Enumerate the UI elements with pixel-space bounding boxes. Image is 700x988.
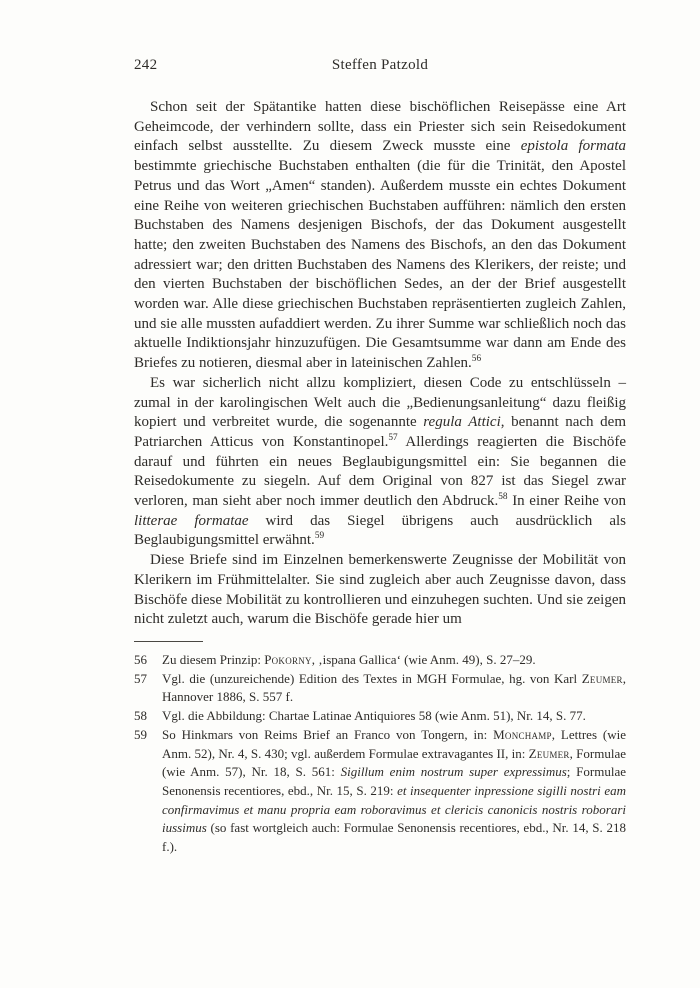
footnote-text xyxy=(162,652,536,667)
text-segment: Diese Briefe sind im Einzelnen bemerkenswerte Zeugnisse der Mobilität von Klerikern im Frühmittelalter. Sie sind zugleich aber auch Zeugnisse davon, dass Bischöfe diese Mobilität zu kontrollieren und einzuhegen suchten. Und sie zeigen nicht zuletzt auch, warum die Bischöfe gerade hier um xyxy=(134,552,626,628)
footnote-number: 56 xyxy=(134,651,147,667)
text-segment: litterae formatae xyxy=(134,512,249,529)
footnote xyxy=(134,670,626,707)
text-segment: ; Formulae Senonensis recentiores, ebd., Nr. 15, S. 219: xyxy=(162,764,626,798)
footnote-text xyxy=(162,708,586,723)
text-segment: , benannt nach dem Patriarchen Atticus von Konstantinopel. xyxy=(134,414,627,450)
text-segment: Zeumer xyxy=(581,670,623,686)
footnote xyxy=(134,726,626,857)
text-segment: , ‚ispana Gallica‘ (wie Anm. 49), S. 27–29. xyxy=(311,651,536,667)
footnote-number: 58 xyxy=(134,708,147,724)
footnote-ref: 58 xyxy=(498,492,508,503)
running-head xyxy=(134,57,626,77)
text-segment: Es war sicherlich nicht allzu kompliziert, diesen Code zu entschlüsseln – zumal in der karolingischen Welt auch die „Bedienungsanleitung“ dazu fleißig kopiert und verbreitet wurde, die sogenannte xyxy=(134,374,626,431)
footnote-ref: 57 xyxy=(388,432,398,443)
text-segment: , Lettres (wie Anm. 52), Nr. 4, S. 430; vgl. außerdem Formulae extravagantes II, in: xyxy=(162,726,626,761)
footnotes-section xyxy=(134,641,626,857)
footnote-ref: 59 xyxy=(314,531,325,542)
text-column xyxy=(134,57,626,857)
text-segment: Sigillum enim nostrum super expressimus xyxy=(340,764,567,780)
footnote-number: 57 xyxy=(134,670,147,686)
body-text xyxy=(134,98,626,630)
text-segment: Monchamp xyxy=(493,726,552,742)
footnote-separator xyxy=(134,641,203,642)
text-segment: Vgl. die (unzureichende) Edition des Textes in MGH Formulae, hg. von Karl xyxy=(162,670,582,686)
page-number: 242 xyxy=(134,57,158,73)
text-segment: et insequenter inpressione sigilli nostri eam confirmavimus et manu propria eam roboravimus et clericis canonicis nostris roborari iussimus xyxy=(162,782,626,836)
footnote xyxy=(134,651,626,670)
footnote-ref: 56 xyxy=(471,354,482,365)
running-header: Steffen Patzold xyxy=(331,57,429,73)
text-segment: (so fast wortgleich auch: Formulae Senonensis recentiores, ebd., Nr. 14, S. 218 f.). xyxy=(162,820,626,855)
footnote xyxy=(134,707,626,726)
text-segment: Zeumer xyxy=(528,745,570,761)
footnote-list xyxy=(134,651,626,857)
text-segment: , Formulae (wie Anm. 57), Nr. 18, S. 561: xyxy=(162,745,626,780)
text-segment: Pokorny xyxy=(264,651,312,667)
paragraph xyxy=(134,551,626,630)
footnote-text xyxy=(162,671,626,705)
footnote-number: 59 xyxy=(134,726,147,742)
paragraph xyxy=(134,98,626,374)
footnote-text xyxy=(162,727,626,854)
text-segment: Schon seit der Spätantike hatten diese bischöflichen Reisepässe eine Art Geheimcode, der verhindern sollte, dass ein Priester sich sein Reisedokument einfach selbst ausstellte. Zu diesem Zweck musste eine xyxy=(134,99,626,155)
text-segment: Zu diesem Prinzip: xyxy=(162,651,265,667)
text-segment: In einer Reihe von xyxy=(507,493,626,510)
text-segment: wird das Siegel übrigens auch ausdrücklich als Beglaubigungsmittel erwähnt. xyxy=(134,512,626,549)
text-segment: bestimmte griechische Buchstaben enthalten (die für die Trinität, den Apostel Petrus und das Wort „Amen“ standen). Außerdem musste ein echtes Dokument eine Reihe von weiteren griechischen Buchstaben aufführen: nämlich den ersten Buchstaben des Namens desjenigen Bischofs, der das Dokument ausgestellt hatte; den zweiten Buchstaben des Namens des Bischofs, an den das Dokument adressiert war; den dritten Buchstaben des Namens des Klerikers, der reiste; und den vierten Buchstaben der bischöflichen Sedes, an der der Brief ausgestellt worden war. Alle diese griechischen Buchstaben repräsentierten zugleich Zahlen, und sie alle mussten aufaddiert werden. Zu ihrer Summe war schließlich noch das aktuelle Indiktionsjahr hinzuzufügen. Die Gesamtsumme war dann am Ende des Briefes zu notieren, diesmal aber in lateinischen Zahlen. xyxy=(134,158,626,372)
text-segment: epistola formata xyxy=(520,138,626,155)
text-segment: Vgl. die Abbildung: Chartae Latinae Antiquiores 58 (wie Anm. 51), Nr. 14, S. 77. xyxy=(162,708,586,724)
text-segment: , Hannover 1886, S. 557 f. xyxy=(162,670,626,705)
paragraph xyxy=(134,374,626,551)
text-segment: regula Attici xyxy=(423,414,501,431)
text-segment: Allerdings reagierten die Bischöfe darauf und führten ein neues Beglaubigungsmittel ein: Sie begannen die Reisedokumente zu siegeln. Auf dem Original von 827 ist das Siegel zwar verloren, man sieht aber noch immer deutlich den Abdruck. xyxy=(134,433,626,510)
text-segment: So Hinkmars von Reims Brief an Franco von Tongern, in: xyxy=(162,726,494,742)
